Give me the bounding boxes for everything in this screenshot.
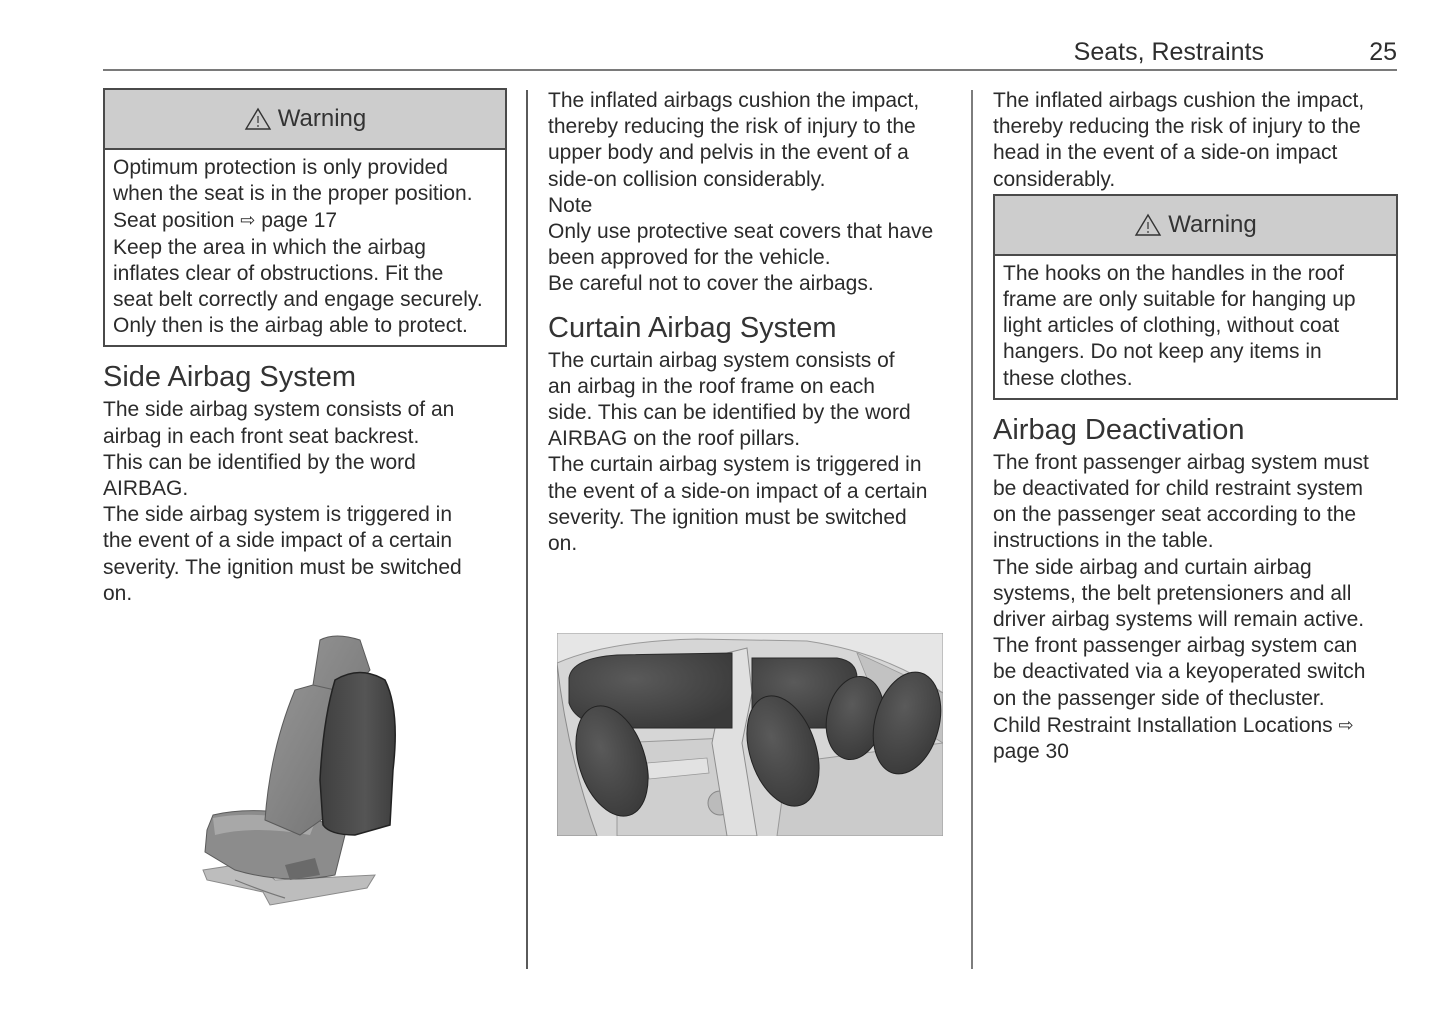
body-line: on the passenger seat according to the — [993, 503, 1357, 527]
section-heading-curtain-airbag: Curtain Airbag System — [548, 311, 837, 344]
body-line: be deactivated via a keyoperated switch — [993, 660, 1366, 684]
body-line: The front passenger airbag system must — [993, 450, 1369, 474]
warning-line: Keep the area in which the airbag — [113, 235, 426, 259]
body-line: the event of a side impact of a certain — [103, 529, 453, 553]
cross-reference-link[interactable] — [993, 712, 1398, 739]
body-line: the event of a side-on impact of a certain — [548, 479, 928, 503]
body-line: severity. The ignition must be switched — [548, 505, 907, 529]
column-2 — [548, 88, 958, 557]
body-line: on the passenger side of thecluster. — [993, 686, 1325, 710]
body-line: be deactivated for child restraint system — [993, 477, 1364, 501]
warning-line: frame are only suitable for hanging up — [1003, 288, 1356, 312]
vehicle-interior-airbag-illustration — [557, 633, 943, 836]
body-line: head in the event of a side-on impact — [993, 141, 1338, 165]
body-line: systems, the belt pretensioners and all — [993, 581, 1352, 605]
body-line: The curtain airbag system consists of — [548, 348, 895, 372]
body-line: The front passenger airbag system can — [993, 634, 1358, 658]
body-line: thereby reducing the risk of injury to the — [993, 115, 1361, 139]
section-heading-airbag-deactivation: Airbag Deactivation — [993, 413, 1245, 446]
note-line: Be careful not to cover the airbags. — [548, 272, 874, 296]
warning-header — [995, 196, 1396, 256]
column-divider — [526, 90, 528, 969]
body-line: on. — [548, 532, 578, 556]
note-line: Only use protective seat covers that have — [548, 220, 934, 244]
curtain-airbag-text — [548, 348, 958, 558]
body-line: on. — [103, 581, 133, 605]
warning-body — [995, 256, 1396, 398]
warning-line: Only then is the airbag able to protect. — [113, 314, 468, 338]
body-line: AIRBAG on the roof pillars. — [548, 427, 801, 451]
body-line: severity. The ignition must be switched — [103, 555, 462, 579]
body-line: The side airbag system consists of an — [103, 398, 455, 422]
warning-box — [103, 88, 507, 347]
warning-line: inflates clear of obstructions. Fit the — [113, 261, 444, 285]
body-line: airbag in each front seat backrest. — [103, 424, 420, 448]
warning-line: when the seat is in the proper position. — [113, 182, 473, 206]
body-line: considerably. — [993, 167, 1116, 191]
warning-line: seat belt correctly and engage securely. — [113, 288, 483, 312]
body-line: The curtain airbag system is triggered in — [548, 453, 922, 477]
xref-target: page 17 — [261, 209, 338, 233]
warning-line: The hooks on the handles in the roof — [1003, 261, 1344, 285]
warning-triangle-icon — [1134, 213, 1162, 237]
section-heading-side-airbag: Side Airbag System — [103, 361, 357, 394]
warning-header — [105, 90, 505, 150]
warning-box — [993, 194, 1398, 400]
column-1 — [103, 88, 507, 607]
page-number: 25 — [1369, 38, 1397, 66]
body-line: The inflated airbags cushion the impact, — [548, 89, 920, 112]
xref-label: Seat position — [113, 209, 235, 233]
column-divider — [971, 90, 973, 969]
body-line: thereby reducing the risk of injury to the — [548, 115, 916, 139]
warning-title: Warning — [1168, 210, 1257, 238]
warning-line: light articles of clothing, without coat — [1003, 314, 1340, 338]
body-line: side-on collision considerably. — [548, 167, 826, 191]
body-line: The side airbag system is triggered in — [103, 503, 452, 527]
xref-target[interactable]: page 30 — [993, 740, 1069, 764]
xref-arrow-icon: ⇨ — [1338, 714, 1354, 735]
body-line: upper body and pelvis in the event of a — [548, 141, 909, 165]
body-line: The side airbag and curtain airbag — [993, 555, 1312, 579]
body-line: instructions in the table. — [993, 529, 1214, 553]
body-line: AIRBAG. — [103, 477, 189, 501]
cross-reference-link[interactable] — [113, 207, 497, 234]
body-line: side. This can be identified by the word — [548, 401, 911, 425]
deactivation-text — [993, 450, 1398, 765]
note-line: been approved for the vehicle. — [548, 246, 831, 270]
body-line: an airbag in the roof frame on each — [548, 374, 875, 398]
warning-line: hangers. Do not keep any items in — [1003, 340, 1322, 364]
body-line: This can be identified by the word — [103, 450, 416, 474]
warning-body — [105, 150, 505, 345]
warning-triangle-icon — [244, 107, 272, 131]
note-label: Note — [548, 193, 593, 217]
warning-title: Warning — [277, 105, 367, 132]
body-line: driver airbag systems will remain active. — [993, 608, 1365, 632]
section-title: Seats, Restraints — [1073, 38, 1264, 66]
body-line: The inflated airbags cushion the impact, — [993, 89, 1365, 112]
column-3 — [993, 88, 1398, 765]
side-airbag-text — [103, 397, 507, 607]
page-header — [103, 36, 1397, 71]
xref-label: Child Restraint Installation Locations — [993, 713, 1333, 737]
seat-side-airbag-illustration — [195, 630, 410, 915]
warning-line: Optimum protection is only provided — [113, 156, 448, 179]
xref-arrow-icon: ⇨ — [240, 210, 256, 231]
warning-line: these clothes. — [1003, 366, 1133, 390]
